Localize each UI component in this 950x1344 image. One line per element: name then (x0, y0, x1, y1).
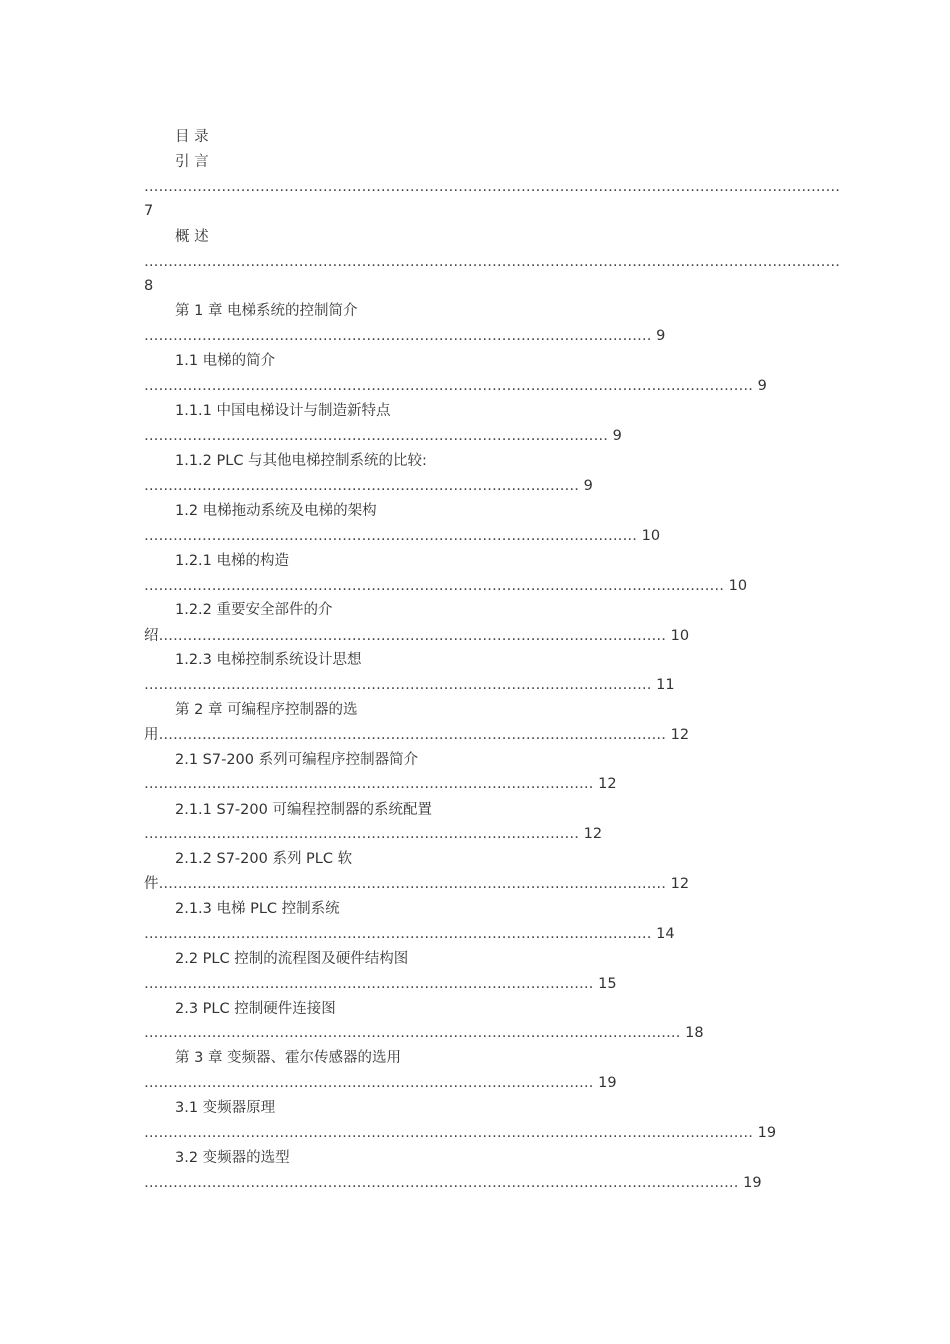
toc-entry-leader (144, 427, 622, 445)
toc-entry-leader (144, 477, 593, 495)
toc-entry-heading[interactable]: 1.2 电梯拖动系统及电梯的架构 (175, 503, 377, 519)
toc-entry-leader (144, 527, 660, 545)
toc-entry-leader: 用…………………………………………………………………………………………… 12 (144, 727, 690, 743)
toc-entry-leader (144, 1074, 617, 1092)
toc-page-number: 10 (670, 628, 690, 644)
toc-page-number: 19 (757, 1125, 777, 1141)
toc-page-number: 7 (144, 203, 154, 219)
toc-entry-leader (144, 1124, 776, 1142)
toc-entry-leader (144, 1174, 762, 1192)
toc-entry-leader (144, 327, 665, 345)
toc-entry-heading[interactable]: 1.2.3 电梯控制系统设计思想 (175, 652, 362, 668)
toc-entry-heading[interactable]: 1.1.2 PLC 与其他电梯控制系统的比较: (175, 453, 427, 469)
toc-entry-heading[interactable]: 1.1 电梯的简介 (175, 353, 276, 369)
toc-entry-leader (144, 1024, 704, 1042)
toc-entry-heading[interactable]: 3.1 变频器原理 (175, 1100, 276, 1116)
toc-entry-leader (144, 577, 747, 595)
toc-entry-heading[interactable]: 概 述 (175, 229, 209, 245)
toc-page-number: 19 (743, 1175, 762, 1191)
toc-leader-dots: ……………………………………………………………………………………………………………………………… (144, 179, 840, 195)
toc-leader-dots: …………………………………………………………………………………………… (158, 727, 671, 743)
toc-leader-dots: …………………………………………………………………………………………… (144, 677, 657, 693)
toc-leader-dots: …………………………………………………………………………………………… (144, 926, 657, 942)
toc-page-number: 12 (670, 727, 690, 743)
toc-leader-dots: ……………………………………………………………………………………………………………… (144, 1125, 758, 1141)
toc-page-number: 19 (598, 1075, 617, 1091)
toc-entry-heading[interactable]: 2.2 PLC 控制的流程图及硬件结构图 (175, 951, 409, 967)
toc-entry-leader (144, 676, 675, 694)
toc-page-number: 11 (656, 677, 675, 693)
toc-page-number: 12 (583, 826, 603, 842)
toc-entry-heading[interactable]: 2.3 PLC 控制硬件连接图 (175, 1001, 336, 1017)
toc-title: 目 录 (175, 129, 209, 145)
toc-page-number: 15 (598, 976, 617, 992)
toc-entry-leader: 绍…………………………………………………………………………………………… 10 (144, 628, 690, 644)
toc-leader-dots: ……………………………………………………………………………………………………………………………… (144, 254, 840, 270)
toc-leader-dots: ………………………………………………………………………………………………… (144, 1025, 686, 1041)
toc-page-number: 10 (641, 528, 661, 544)
toc-entry-heading[interactable]: 2.1.1 S7-200 可编程控制器的系统配置 (175, 802, 432, 818)
toc-page-number: 10 (728, 578, 748, 594)
toc-page-number: 9 (757, 378, 767, 394)
toc-page-number: 12 (598, 776, 617, 792)
toc-entry-heading[interactable]: 2.1.3 电梯 PLC 控制系统 (175, 901, 340, 917)
toc-entry-heading[interactable]: 第 3 章 变频器、霍尔传感器的选用 (175, 1050, 402, 1066)
toc-entry-heading[interactable]: 3.2 变频器的选型 (175, 1150, 290, 1166)
toc-leader-dots: ………………………………………………………………………………… (144, 976, 599, 992)
toc-leader-dots: …………………………………………………………………………………………… (144, 328, 657, 344)
toc-entry-heading[interactable]: 2.1 S7-200 系列可编程序控制器简介 (175, 752, 419, 768)
toc-leader-dots: ……………………………………………………………………………… (144, 826, 584, 842)
toc-entry-leader: 件…………………………………………………………………………………………… 12 (144, 876, 690, 892)
toc-leader-dots: ……………………………………………………………………………………………………………… (144, 378, 758, 394)
toc-entry-heading[interactable]: 1.2.2 重要安全部件的介 (175, 602, 333, 618)
toc-page-number: 14 (656, 926, 675, 942)
toc-entry-leader (144, 377, 767, 395)
toc-leader-dots: ………………………………………………………………………………………… (144, 528, 642, 544)
toc-entry-heading[interactable]: 1.2.1 电梯的构造 (175, 553, 290, 569)
toc-leader-dots: …………………………………………………………………………………………… (158, 628, 671, 644)
toc-entry-heading[interactable]: 第 2 章 可编程序控制器的选 (175, 702, 358, 718)
toc-entry-leader (144, 825, 602, 843)
toc-page-number: 12 (670, 876, 690, 892)
toc-entry-leader (144, 775, 617, 793)
toc-page-number: 9 (583, 478, 593, 494)
toc-leader-dots: …………………………………………………………………………………… (144, 428, 613, 444)
toc-leader-dots: ………………………………………………………………………………… (144, 1075, 599, 1091)
toc-leader-dots: ……………………………………………………………………………… (144, 478, 584, 494)
toc-page-number: 8 (144, 278, 154, 294)
toc-entry-heading[interactable]: 2.1.2 S7-200 系列 PLC 软 (175, 851, 353, 867)
toc-leader-dots: ………………………………………………………………………………… (144, 776, 599, 792)
toc-entry-leader (144, 925, 675, 943)
toc-entry-heading[interactable]: 引 言 (175, 154, 209, 170)
toc-leader-dots: ………………………………………………………………………………………………………… (144, 578, 729, 594)
toc-page-number: 18 (685, 1025, 704, 1041)
toc-leader-dots: …………………………………………………………………………………………………………… (144, 1175, 744, 1191)
toc-page-number: 9 (656, 328, 666, 344)
toc-entry-heading[interactable]: 第 1 章 电梯系统的控制简介 (175, 303, 358, 319)
toc-leader-dots: …………………………………………………………………………………………… (158, 876, 671, 892)
toc-entry-leader (144, 975, 617, 993)
toc-entry-heading[interactable]: 1.1.1 中国电梯设计与制造新特点 (175, 403, 391, 419)
toc-page-number: 9 (612, 428, 622, 444)
